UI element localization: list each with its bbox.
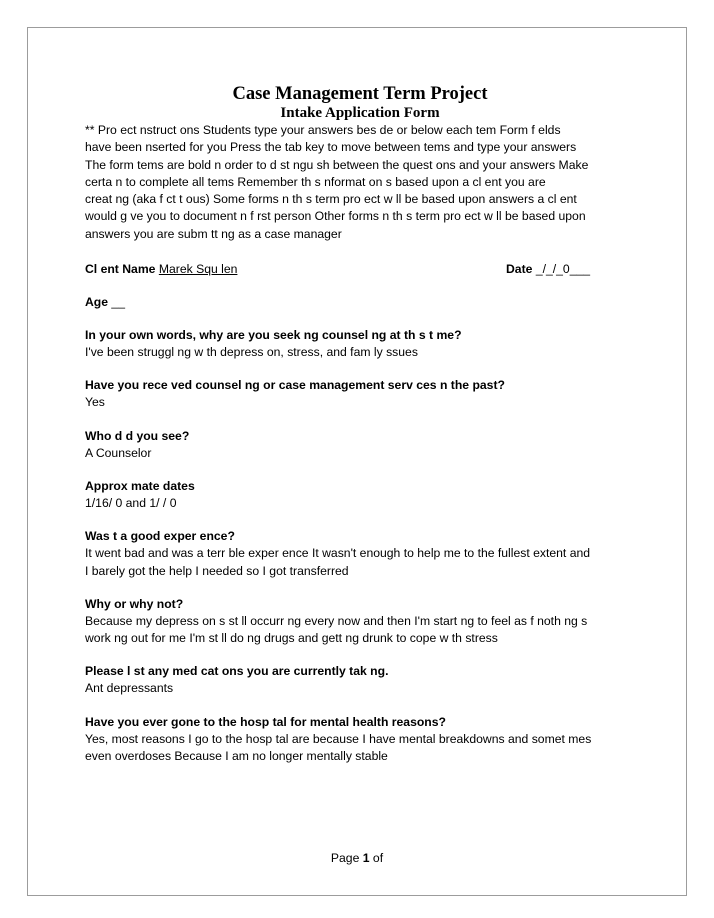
instructions-paragraph: ** Pro ect nstruct ons Students type your answers bes de or below each tem Form f elds have been nserted for you Press the tab key to move between tems and type your answers The form tems are bold n order to d st ngu sh between the quest ons and your answers Make certa n to complete all tems Remember th s nformat on s based upon a cl ent you are creat ng (aka f ct t ous) Some forms n th s term pro ect w ll be based upon answers a cl ent would g ve you to document n f rst person Other forms n th s term pro ect w ll be based upon answers you are subm tt ng as a case manager xyxy=(85,123,589,241)
client-name-field xyxy=(85,262,237,276)
qa-block xyxy=(85,327,635,361)
date-label: Date xyxy=(506,262,533,277)
page-content xyxy=(85,83,635,765)
question-text: Why or why not? xyxy=(85,596,184,611)
document-subtitle: Intake Application Form xyxy=(280,105,440,121)
answer-text[interactable]: Because my depress on s st ll occurr ng every now and then I'm start ng to feel as f noth ng s work ng out for me I'm st ll do ng drugs and gett ng drunk to cope w th stress xyxy=(85,613,588,646)
qa-block xyxy=(85,714,635,766)
question-text: Please l st any med cat ons you are currently tak ng. xyxy=(85,664,389,679)
question-text: Approx mate dates xyxy=(85,478,195,493)
date-value[interactable]: _/_/_0___ xyxy=(535,262,591,277)
page-footer xyxy=(28,850,686,867)
answer-text[interactable]: Yes, most reasons I go to the hosp tal are because I have mental breakdowns and somet mes even overdoses Because I am no longer mentally stable xyxy=(85,731,592,764)
answer-text[interactable]: Ant depressants xyxy=(85,681,174,696)
age-value[interactable]: __ xyxy=(111,295,125,310)
qa-block xyxy=(85,663,635,697)
answer-text[interactable]: 1/16/ 0 and 1/ / 0 xyxy=(85,495,177,510)
answer-text[interactable]: A Counselor xyxy=(85,445,152,460)
age-label: Age xyxy=(85,295,109,310)
question-text: In your own words, why are you seek ng counsel ng at th s t me? xyxy=(85,328,462,343)
client-name-value[interactable]: Marek Squ len xyxy=(158,262,238,277)
question-text: Have you rece ved counsel ng or case management serv ces n the past? xyxy=(85,378,505,393)
document-page xyxy=(27,27,687,896)
document-title: Case Management Term Project xyxy=(232,84,488,104)
question-text: Have you ever gone to the hosp tal for mental health reasons? xyxy=(85,714,446,729)
answer-text[interactable]: Yes xyxy=(85,395,105,410)
question-text: Was t a good exper ence? xyxy=(85,529,235,544)
qa-block xyxy=(85,478,635,512)
qa-block xyxy=(85,377,635,411)
date-field xyxy=(506,261,590,278)
qa-block xyxy=(85,528,635,580)
of-label: of xyxy=(372,851,384,865)
client-name-label: Cl ent Name xyxy=(85,262,156,277)
age-field xyxy=(85,294,635,311)
answer-text[interactable]: It went bad and was a terr ble exper ence It wasn't enough to help me to the fullest extent and I barely got the help I needed so I got transferred xyxy=(85,546,591,578)
page-label: Page xyxy=(330,851,360,865)
client-date-row xyxy=(85,261,635,278)
answer-text[interactable]: I've been struggl ng w th depress on, stress, and fam ly ssues xyxy=(85,345,418,360)
question-text: Who d d you see? xyxy=(85,428,190,443)
page-number: 1 xyxy=(362,851,370,865)
qa-block xyxy=(85,428,635,462)
qa-block xyxy=(85,596,635,648)
